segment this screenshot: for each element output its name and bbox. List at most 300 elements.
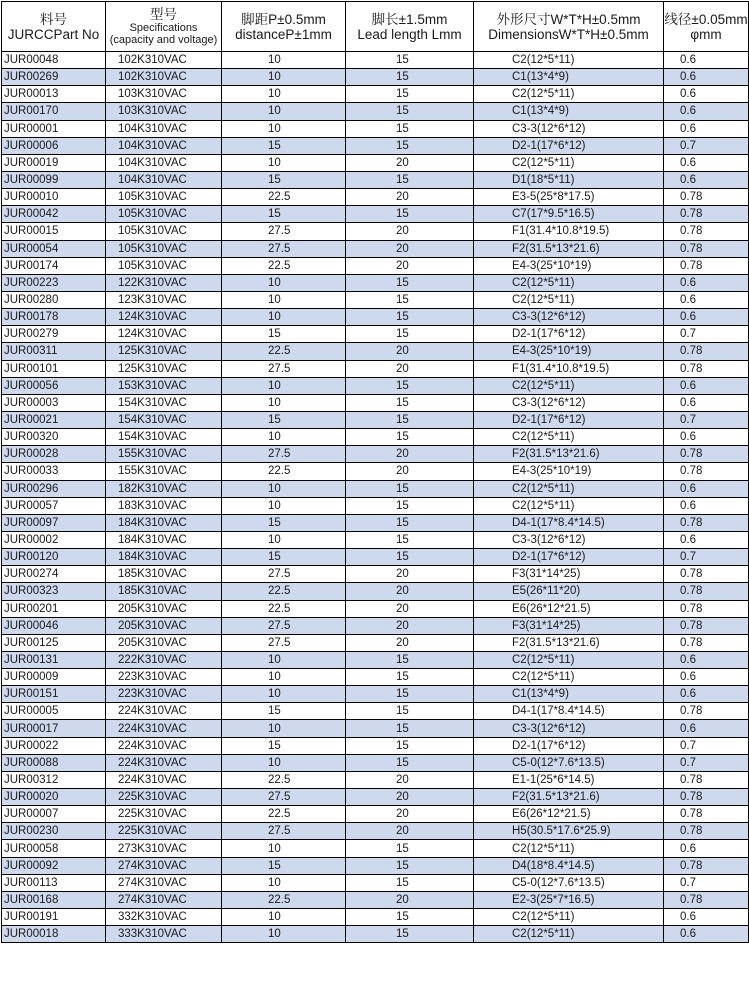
part-number-cell: JUR00010 xyxy=(2,189,106,206)
part-number-cell: JUR00311 xyxy=(2,343,106,360)
part-number-cell: JUR00056 xyxy=(2,377,106,394)
dimensions-cell: F2(31.5*13*21.6) xyxy=(474,634,664,651)
wire-diameter-cell: 0.78 xyxy=(664,463,749,480)
table-row xyxy=(2,69,749,86)
dimensions-cell: E4-3(25*10*19) xyxy=(474,343,664,360)
lead-length-cell: 20 xyxy=(346,806,474,823)
dimensions-cell: D4-1(17*8.4*14.5) xyxy=(474,703,664,720)
lead-length-cell: 15 xyxy=(346,411,474,428)
dimensions-cell: C5-0(12*7.6*13.5) xyxy=(474,874,664,891)
table-row xyxy=(2,377,749,394)
part-number-cell: JUR00131 xyxy=(2,651,106,668)
distance-cell: 10 xyxy=(222,154,346,171)
part-number-cell: JUR00125 xyxy=(2,634,106,651)
spec-cell: 225K310VAC xyxy=(106,806,222,823)
table-row xyxy=(2,497,749,514)
header-dim-cn: 外形尺寸W*T*H±0.5mm xyxy=(496,11,641,27)
part-number-cell: JUR00001 xyxy=(2,120,106,137)
part-number-cell: JUR00174 xyxy=(2,257,106,274)
lead-length-cell: 15 xyxy=(346,531,474,548)
wire-diameter-cell: 0.6 xyxy=(664,720,749,737)
part-number-cell: JUR00042 xyxy=(2,206,106,223)
lead-length-cell: 15 xyxy=(346,291,474,308)
wire-diameter-cell: 0.78 xyxy=(664,257,749,274)
lead-length-cell: 15 xyxy=(346,377,474,394)
spec-cell: 185K310VAC xyxy=(106,583,222,600)
part-number-cell: JUR00269 xyxy=(2,69,106,86)
distance-cell: 10 xyxy=(222,309,346,326)
part-number-cell: JUR00009 xyxy=(2,669,106,686)
wire-diameter-cell: 0.78 xyxy=(664,514,749,531)
spec-cell: 154K310VAC xyxy=(106,429,222,446)
dimensions-cell: C5-0(12*7.6*13.5) xyxy=(474,754,664,771)
spec-cell: 105K310VAC xyxy=(106,223,222,240)
dimensions-cell: C1(13*4*9) xyxy=(474,69,664,86)
spec-cell: 124K310VAC xyxy=(106,326,222,343)
spec-cell: 223K310VAC xyxy=(106,669,222,686)
distance-cell: 15 xyxy=(222,514,346,531)
lead-length-cell: 15 xyxy=(346,703,474,720)
wire-diameter-cell: 0.6 xyxy=(664,86,749,103)
dimensions-cell: C3-3(12*6*12) xyxy=(474,309,664,326)
distance-cell: 22.5 xyxy=(222,771,346,788)
spec-cell: 184K310VAC xyxy=(106,531,222,548)
part-number-cell: JUR00113 xyxy=(2,874,106,891)
spec-cell: 184K310VAC xyxy=(106,514,222,531)
distance-cell: 10 xyxy=(222,840,346,857)
table-row xyxy=(2,206,749,223)
header-lead-length xyxy=(346,2,474,52)
distance-cell: 27.5 xyxy=(222,240,346,257)
wire-diameter-cell: 0.78 xyxy=(664,189,749,206)
table-row xyxy=(2,274,749,291)
lead-length-cell: 20 xyxy=(346,891,474,908)
spec-cell: 225K310VAC xyxy=(106,823,222,840)
table-row xyxy=(2,309,749,326)
wire-diameter-cell: 0.78 xyxy=(664,703,749,720)
wire-diameter-cell: 0.78 xyxy=(664,446,749,463)
wire-diameter-cell: 0.6 xyxy=(664,480,749,497)
wire-diameter-cell: 0.7 xyxy=(664,874,749,891)
wire-diameter-cell: 0.78 xyxy=(664,617,749,634)
lead-length-cell: 15 xyxy=(346,686,474,703)
part-number-cell: JUR00223 xyxy=(2,274,106,291)
wire-diameter-cell: 0.6 xyxy=(664,377,749,394)
table-row xyxy=(2,154,749,171)
header-lead-cn: 脚长±1.5mm xyxy=(371,11,448,27)
dimensions-cell: D2-1(17*6*12) xyxy=(474,326,664,343)
wire-diameter-cell: 0.6 xyxy=(664,309,749,326)
lead-length-cell: 15 xyxy=(346,86,474,103)
part-number-cell: JUR00230 xyxy=(2,823,106,840)
spec-cell: 103K310VAC xyxy=(106,86,222,103)
table-row xyxy=(2,891,749,908)
dimensions-cell: C2(12*5*11) xyxy=(474,840,664,857)
wire-diameter-cell: 0.78 xyxy=(664,634,749,651)
capacitor-spec-table xyxy=(1,1,749,943)
lead-length-cell: 20 xyxy=(346,223,474,240)
distance-cell: 10 xyxy=(222,291,346,308)
table-row xyxy=(2,720,749,737)
header-wire-cn: 线径±0.05mm xyxy=(664,11,748,27)
wire-diameter-cell: 0.78 xyxy=(664,223,749,240)
part-number-cell: JUR00280 xyxy=(2,291,106,308)
wire-diameter-cell: 0.78 xyxy=(664,771,749,788)
dimensions-cell: C2(12*5*11) xyxy=(474,86,664,103)
distance-cell: 10 xyxy=(222,754,346,771)
dimensions-cell: C2(12*5*11) xyxy=(474,480,664,497)
wire-diameter-cell: 0.7 xyxy=(664,411,749,428)
spec-cell: 184K310VAC xyxy=(106,549,222,566)
lead-length-cell: 15 xyxy=(346,840,474,857)
distance-cell: 27.5 xyxy=(222,446,346,463)
lead-length-cell: 15 xyxy=(346,206,474,223)
part-number-cell: JUR00101 xyxy=(2,360,106,377)
spec-cell: 185K310VAC xyxy=(106,566,222,583)
dimensions-cell: C3-3(12*6*12) xyxy=(474,720,664,737)
table-row xyxy=(2,291,749,308)
part-number-cell: JUR00120 xyxy=(2,549,106,566)
dimensions-cell: C2(12*5*11) xyxy=(474,497,664,514)
wire-diameter-cell: 0.78 xyxy=(664,343,749,360)
spec-cell: 222K310VAC xyxy=(106,651,222,668)
part-number-cell: JUR00320 xyxy=(2,429,106,446)
header-distance-cn: 脚距P±0.5mm xyxy=(241,11,326,27)
distance-cell: 27.5 xyxy=(222,360,346,377)
table-row xyxy=(2,549,749,566)
wire-diameter-cell: 0.78 xyxy=(664,206,749,223)
part-number-cell: JUR00033 xyxy=(2,463,106,480)
dimensions-cell: E4-3(25*10*19) xyxy=(474,257,664,274)
spec-cell: 104K310VAC xyxy=(106,137,222,154)
lead-length-cell: 15 xyxy=(346,103,474,120)
wire-diameter-cell: 0.6 xyxy=(664,154,749,171)
distance-cell: 10 xyxy=(222,926,346,943)
distance-cell: 27.5 xyxy=(222,223,346,240)
part-number-cell: JUR00028 xyxy=(2,446,106,463)
dimensions-cell: F1(31.4*10.8*19.5) xyxy=(474,360,664,377)
dimensions-cell: E1-1(25*6*14.5) xyxy=(474,771,664,788)
spec-cell: 273K310VAC xyxy=(106,840,222,857)
table-body xyxy=(2,52,749,943)
table-row xyxy=(2,634,749,651)
wire-diameter-cell: 0.78 xyxy=(664,360,749,377)
distance-cell: 10 xyxy=(222,377,346,394)
dimensions-cell: C2(12*5*11) xyxy=(474,909,664,926)
table-row xyxy=(2,394,749,411)
table-row xyxy=(2,257,749,274)
dimensions-cell: C2(12*5*11) xyxy=(474,377,664,394)
spec-cell: 333K310VAC xyxy=(106,926,222,943)
lead-length-cell: 15 xyxy=(346,394,474,411)
lead-length-cell: 20 xyxy=(346,189,474,206)
header-distance xyxy=(222,2,346,52)
table-row xyxy=(2,480,749,497)
header-spec-cn: 型号 xyxy=(150,7,177,22)
lead-length-cell: 15 xyxy=(346,514,474,531)
distance-cell: 15 xyxy=(222,326,346,343)
distance-cell: 10 xyxy=(222,274,346,291)
lead-length-cell: 15 xyxy=(346,429,474,446)
spec-cell: 105K310VAC xyxy=(106,240,222,257)
table-row xyxy=(2,360,749,377)
table-row xyxy=(2,411,749,428)
table-row xyxy=(2,754,749,771)
distance-cell: 27.5 xyxy=(222,634,346,651)
table-row xyxy=(2,446,749,463)
lead-length-cell: 20 xyxy=(346,566,474,583)
wire-diameter-cell: 0.7 xyxy=(664,754,749,771)
header-spec-en2: (capacity and voltage) xyxy=(109,34,218,46)
wire-diameter-cell: 0.6 xyxy=(664,686,749,703)
distance-cell: 10 xyxy=(222,120,346,137)
wire-diameter-cell: 0.6 xyxy=(664,909,749,926)
part-number-cell: JUR00178 xyxy=(2,309,106,326)
header-wire-diameter xyxy=(664,2,749,52)
lead-length-cell: 15 xyxy=(346,720,474,737)
wire-diameter-cell: 0.6 xyxy=(664,120,749,137)
dimensions-cell: C2(12*5*11) xyxy=(474,291,664,308)
lead-length-cell: 20 xyxy=(346,771,474,788)
spec-cell: 224K310VAC xyxy=(106,754,222,771)
table-row xyxy=(2,531,749,548)
wire-diameter-cell: 0.6 xyxy=(664,531,749,548)
spec-cell: 225K310VAC xyxy=(106,789,222,806)
dimensions-cell: E5(26*11*20) xyxy=(474,583,664,600)
table-row xyxy=(2,189,749,206)
lead-length-cell: 20 xyxy=(346,463,474,480)
distance-cell: 15 xyxy=(222,171,346,188)
table-row xyxy=(2,617,749,634)
lead-length-cell: 15 xyxy=(346,309,474,326)
part-number-cell: JUR00092 xyxy=(2,857,106,874)
dimensions-cell: F1(31.4*10.8*19.5) xyxy=(474,223,664,240)
spec-cell: 125K310VAC xyxy=(106,360,222,377)
dimensions-cell: F2(31.5*13*21.6) xyxy=(474,789,664,806)
lead-length-cell: 20 xyxy=(346,600,474,617)
part-number-cell: JUR00015 xyxy=(2,223,106,240)
wire-diameter-cell: 0.6 xyxy=(664,103,749,120)
part-number-cell: JUR00279 xyxy=(2,326,106,343)
table-row xyxy=(2,669,749,686)
spec-cell: 223K310VAC xyxy=(106,686,222,703)
part-number-cell: JUR00046 xyxy=(2,617,106,634)
lead-length-cell: 15 xyxy=(346,909,474,926)
spec-cell: 154K310VAC xyxy=(106,411,222,428)
distance-cell: 10 xyxy=(222,686,346,703)
distance-cell: 10 xyxy=(222,394,346,411)
wire-diameter-cell: 0.7 xyxy=(664,737,749,754)
dimensions-cell: F2(31.5*13*21.6) xyxy=(474,446,664,463)
lead-length-cell: 15 xyxy=(346,120,474,137)
table-row xyxy=(2,737,749,754)
wire-diameter-cell: 0.6 xyxy=(664,651,749,668)
spec-cell: 154K310VAC xyxy=(106,394,222,411)
part-number-cell: JUR00097 xyxy=(2,514,106,531)
part-number-cell: JUR00019 xyxy=(2,154,106,171)
spec-cell: 182K310VAC xyxy=(106,480,222,497)
lead-length-cell: 15 xyxy=(346,754,474,771)
distance-cell: 10 xyxy=(222,909,346,926)
spec-cell: 332K310VAC xyxy=(106,909,222,926)
wire-diameter-cell: 0.78 xyxy=(664,566,749,583)
part-number-cell: JUR00057 xyxy=(2,497,106,514)
spec-cell: 104K310VAC xyxy=(106,154,222,171)
lead-length-cell: 20 xyxy=(346,360,474,377)
part-number-cell: JUR00002 xyxy=(2,531,106,548)
spec-cell: 205K310VAC xyxy=(106,634,222,651)
wire-diameter-cell: 0.78 xyxy=(664,857,749,874)
wire-diameter-cell: 0.7 xyxy=(664,137,749,154)
spec-cell: 124K310VAC xyxy=(106,309,222,326)
dimensions-cell: D4-1(17*8.4*14.5) xyxy=(474,514,664,531)
dimensions-cell: E4-3(25*10*19) xyxy=(474,463,664,480)
header-specifications xyxy=(106,2,222,52)
table-row xyxy=(2,874,749,891)
wire-diameter-cell: 0.7 xyxy=(664,549,749,566)
dimensions-cell: D4(18*8.4*14.5) xyxy=(474,857,664,874)
table-row xyxy=(2,240,749,257)
part-number-cell: JUR00018 xyxy=(2,926,106,943)
dimensions-cell: H5(30.5*17.6*25.9) xyxy=(474,823,664,840)
table-row xyxy=(2,806,749,823)
table-row xyxy=(2,926,749,943)
header-wire-en: φmm xyxy=(690,26,722,42)
spec-cell: 155K310VAC xyxy=(106,463,222,480)
lead-length-cell: 20 xyxy=(346,154,474,171)
dimensions-cell: D2-1(17*6*12) xyxy=(474,137,664,154)
table-row xyxy=(2,514,749,531)
lead-length-cell: 20 xyxy=(346,634,474,651)
lead-length-cell: 15 xyxy=(346,926,474,943)
dimensions-cell: C3-3(12*6*12) xyxy=(474,394,664,411)
distance-cell: 10 xyxy=(222,669,346,686)
table-row xyxy=(2,52,749,69)
table-row xyxy=(2,909,749,926)
part-number-cell: JUR00191 xyxy=(2,909,106,926)
distance-cell: 27.5 xyxy=(222,823,346,840)
distance-cell: 10 xyxy=(222,69,346,86)
part-number-cell: JUR00201 xyxy=(2,600,106,617)
wire-diameter-cell: 0.78 xyxy=(664,806,749,823)
header-dim-en: DimensionsW*T*H±0.5mm xyxy=(488,26,649,42)
spec-cell: 104K310VAC xyxy=(106,171,222,188)
distance-cell: 22.5 xyxy=(222,343,346,360)
table-row xyxy=(2,789,749,806)
dimensions-cell: D2-1(17*6*12) xyxy=(474,737,664,754)
lead-length-cell: 15 xyxy=(346,669,474,686)
distance-cell: 15 xyxy=(222,137,346,154)
wire-diameter-cell: 0.6 xyxy=(664,171,749,188)
dimensions-cell: C2(12*5*11) xyxy=(474,669,664,686)
distance-cell: 27.5 xyxy=(222,617,346,634)
distance-cell: 10 xyxy=(222,874,346,891)
part-number-cell: JUR00007 xyxy=(2,806,106,823)
spec-cell: 205K310VAC xyxy=(106,600,222,617)
dimensions-cell: D2-1(17*6*12) xyxy=(474,549,664,566)
table-row xyxy=(2,600,749,617)
part-number-cell: JUR00005 xyxy=(2,703,106,720)
table-row xyxy=(2,857,749,874)
part-number-cell: JUR00006 xyxy=(2,137,106,154)
lead-length-cell: 20 xyxy=(346,343,474,360)
part-number-cell: JUR00168 xyxy=(2,891,106,908)
dimensions-cell: E3-5(25*8*17.5) xyxy=(474,189,664,206)
lead-length-cell: 20 xyxy=(346,257,474,274)
lead-length-cell: 20 xyxy=(346,446,474,463)
dimensions-cell: C3-3(12*6*12) xyxy=(474,120,664,137)
dimensions-cell: C2(12*5*11) xyxy=(474,651,664,668)
table-row xyxy=(2,686,749,703)
distance-cell: 10 xyxy=(222,52,346,69)
dimensions-cell: E2-3(25*7*16.5) xyxy=(474,891,664,908)
distance-cell: 10 xyxy=(222,103,346,120)
spec-cell: 122K310VAC xyxy=(106,274,222,291)
wire-diameter-cell: 0.6 xyxy=(664,52,749,69)
spec-cell: 224K310VAC xyxy=(106,737,222,754)
dimensions-cell: C2(12*5*11) xyxy=(474,429,664,446)
table-row xyxy=(2,103,749,120)
lead-length-cell: 20 xyxy=(346,583,474,600)
lead-length-cell: 15 xyxy=(346,857,474,874)
wire-diameter-cell: 0.6 xyxy=(664,69,749,86)
spec-cell: 205K310VAC xyxy=(106,617,222,634)
distance-cell: 22.5 xyxy=(222,806,346,823)
distance-cell: 22.5 xyxy=(222,189,346,206)
dimensions-cell: C1(13*4*9) xyxy=(474,686,664,703)
spec-cell: 274K310VAC xyxy=(106,891,222,908)
dimensions-cell: F3(31*14*25) xyxy=(474,566,664,583)
header-lead-en: Lead length Lmm xyxy=(357,26,462,42)
lead-length-cell: 15 xyxy=(346,737,474,754)
distance-cell: 15 xyxy=(222,737,346,754)
wire-diameter-cell: 0.6 xyxy=(664,840,749,857)
spec-cell: 183K310VAC xyxy=(106,497,222,514)
wire-diameter-cell: 0.78 xyxy=(664,891,749,908)
dimensions-cell: E6(26*12*21.5) xyxy=(474,806,664,823)
header-distance-en: distanceP±1mm xyxy=(235,26,332,42)
part-number-cell: JUR00003 xyxy=(2,394,106,411)
part-number-cell: JUR00017 xyxy=(2,720,106,737)
spec-cell: 105K310VAC xyxy=(106,257,222,274)
spec-cell: 224K310VAC xyxy=(106,720,222,737)
part-number-cell: JUR00013 xyxy=(2,86,106,103)
dimensions-cell: D2-1(17*6*12) xyxy=(474,411,664,428)
spec-cell: 224K310VAC xyxy=(106,703,222,720)
spec-cell: 105K310VAC xyxy=(106,206,222,223)
table-row xyxy=(2,823,749,840)
dimensions-cell: E6(26*12*21.5) xyxy=(474,600,664,617)
lead-length-cell: 20 xyxy=(346,240,474,257)
wire-diameter-cell: 0.78 xyxy=(664,600,749,617)
header-part-cn: 料号 xyxy=(40,11,67,27)
distance-cell: 10 xyxy=(222,531,346,548)
dimensions-cell: C2(12*5*11) xyxy=(474,154,664,171)
lead-length-cell: 15 xyxy=(346,497,474,514)
distance-cell: 10 xyxy=(222,86,346,103)
table-row xyxy=(2,771,749,788)
distance-cell: 10 xyxy=(222,720,346,737)
distance-cell: 15 xyxy=(222,703,346,720)
wire-diameter-cell: 0.6 xyxy=(664,394,749,411)
dimensions-cell: C2(12*5*11) xyxy=(474,274,664,291)
distance-cell: 10 xyxy=(222,429,346,446)
dimensions-cell: D1(18*5*11) xyxy=(474,171,664,188)
spec-cell: 104K310VAC xyxy=(106,120,222,137)
table-row xyxy=(2,583,749,600)
dimensions-cell: F3(31*14*25) xyxy=(474,617,664,634)
distance-cell: 22.5 xyxy=(222,583,346,600)
